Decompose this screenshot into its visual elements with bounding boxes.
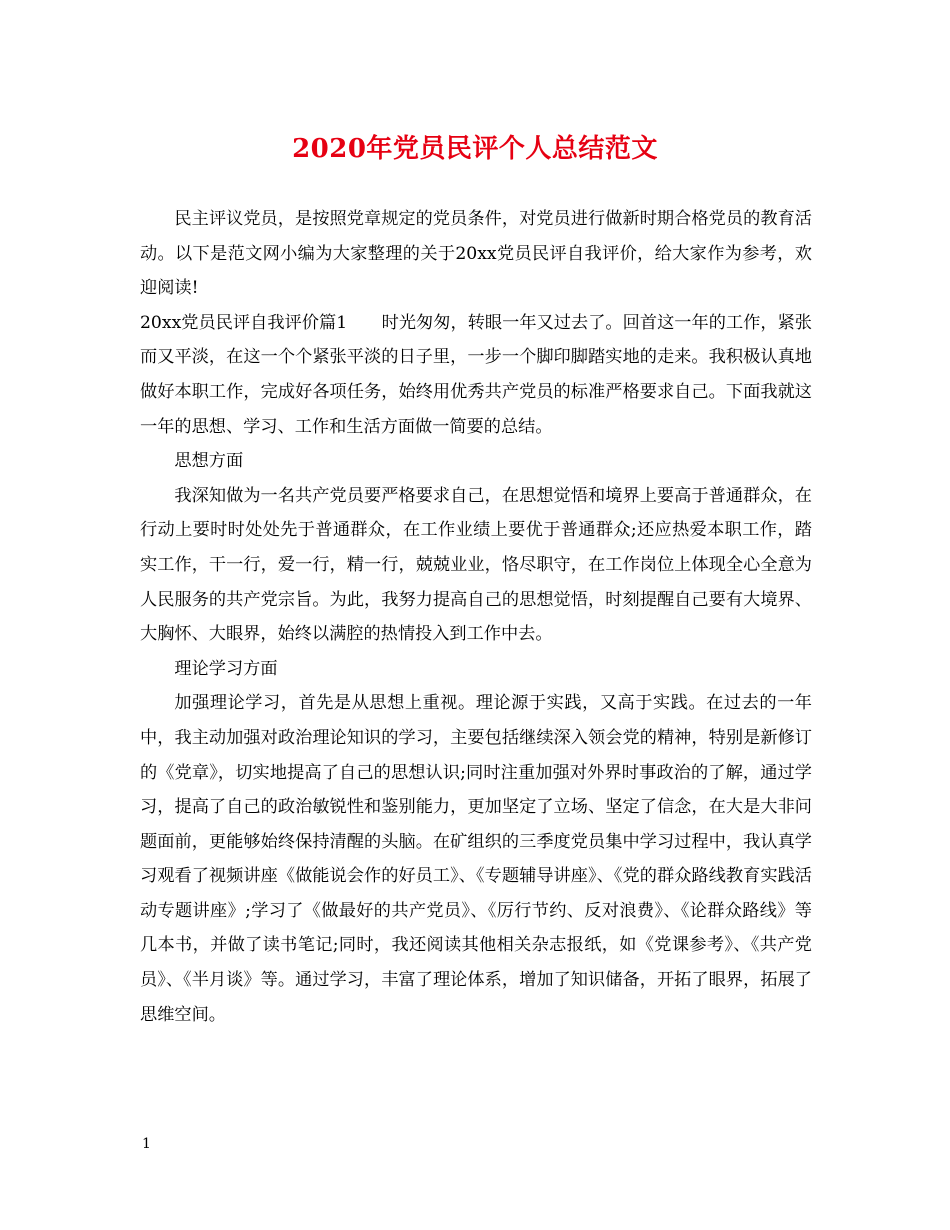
document-title: 2020年党员民评个人总结范文 — [292, 134, 658, 164]
thought-paragraph: 我深知做为一名共产党员要严格要求自己，在思想觉悟和境界上要高于普通群众，在行动上要时时处处先于普通群众，在工作业绩上要优于普通群众;还应热爱本职工作，踏实工作，干一行，爱一行，精一行，兢兢业业，恪尽职守，在工作岗位上体现全心全意为人民服务的共产党宗旨。为此，我努力提高自己的思想觉悟，时刻提醒自己要有大境界、大胸怀、大眼界，始终以满腔的热情投入到工作中去。 — [140, 485, 812, 645]
document-body — [140, 202, 812, 1032]
intro-paragraph: 民主评议党员，是按照党章规定的党员条件，对党员进行做新时期合格党员的教育活动。以下是范文网小编为大家整理的关于20xx党员民评自我评价，给大家作为参考，欢迎阅读! — [140, 209, 812, 299]
section-heading-theory: 理论学习方面 — [174, 658, 278, 679]
section-heading-thought: 思想方面 — [174, 451, 244, 472]
section-intro-paragraph: 20xx党员民评自我评价篇1 时光匆匆，转眼一年又过去了。回首这一年的工作，紧张而又平淡，在这一个个紧张平淡的日子里，一步一个脚印脚踏实地的走来。我积极认真地做好本职工作，完成好各项任务，始终用优秀共产党员的标准严格要求自己。下面我就这一年的思想、学习、工作和生活方面做一简要的总结。 — [140, 312, 812, 437]
page-number: 1 — [142, 1136, 151, 1152]
theory-paragraph: 加强理论学习，首先是从思想上重视。理论源于实践，又高于实践。在过去的一年中，我主动加强对政治理论知识的学习，主要包括继续深入领会党的精神，特别是新修订的《党章》，切实地提高了自己的思想认识;同时注重加强对外界时事政治的了解，通过学习，提高了自己的政治敏锐性和鉴别能力，更加坚定了立场、坚定了信念，在大是大非问题面前，更能够始终保持清醒的头脑。在矿组织的三季度党员集中学习过程中，我认真学习观看了视频讲座《做能说会作的好员工》、《专题辅导讲座》、《党的群众路线教育实践活动专题讲座》;学习了《做最好的共产党员》、《厉行节约、反对浪费》、《论群众路线》等几本书，并做了读书笔记;同时，我还阅读其他相关杂志报纸，如《党课参考》、《共产党员》、《半月谈》等。通过学习，丰富了理论体系，增加了知识储备，开拓了眼界，拓展了思维空间。 — [140, 693, 812, 1025]
